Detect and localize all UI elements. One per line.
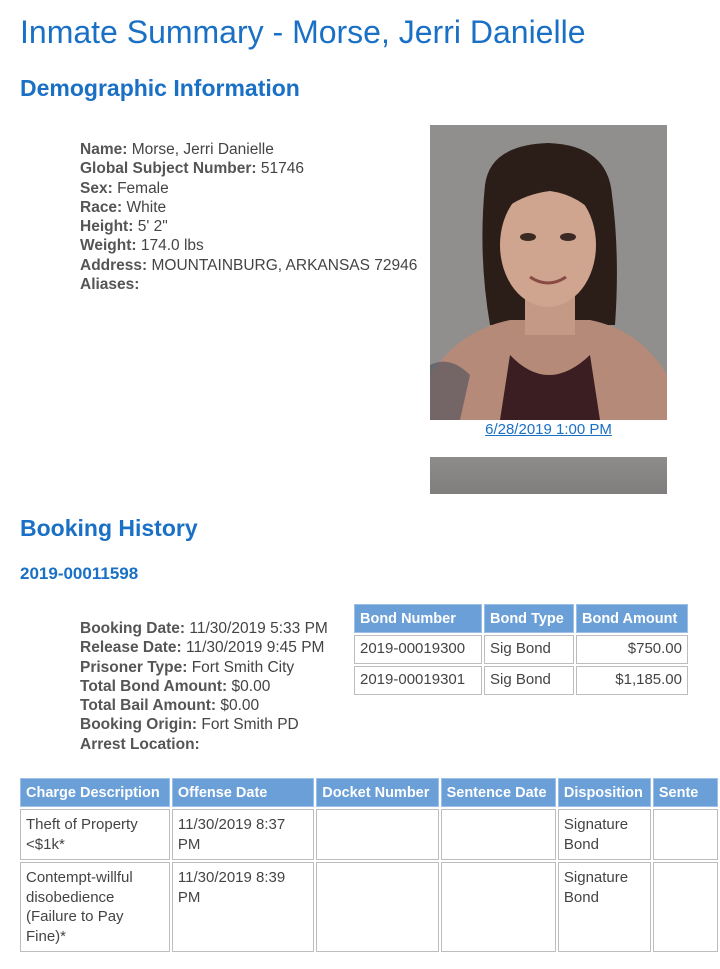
field-value: 11/30/2019 5:33 PM [189,620,328,637]
field-value: 11/30/2019 9:45 PM [185,639,325,657]
field-label: Weight: [80,237,137,255]
column-header[interactable]: Docket Number [316,778,438,807]
field-label: Name: [80,141,128,158]
mugshot-image [430,125,667,420]
field-label: Total Bail Amount: [80,697,217,715]
column-header[interactable]: Disposition [558,778,651,807]
field-label: Height: [80,218,134,236]
bond-header-row [354,604,688,633]
field-label: Release Date: [80,639,182,657]
bond-type-cell: Sig Bond [484,666,574,695]
bond-amount-cell: $750.00 [576,635,688,664]
booking-history-heading: Booking History [20,515,198,541]
booking-number: 2019-00011598 [20,564,139,583]
docket-number-cell [316,809,438,860]
field-label: Race: [80,198,123,216]
bond-number-cell: 2019-00019300 [354,635,482,664]
table-row [20,862,718,952]
sentence-cell [653,809,718,860]
disposition-cell: Signature Bond [558,862,651,952]
sentence-date-cell [441,809,556,860]
docket-number-cell [316,862,438,952]
arrest-location-row [80,735,328,754]
total-bond-row [80,677,328,696]
field-label: Booking Date: [80,620,186,637]
bond-amount-cell: $1,185.00 [576,666,688,695]
page-title: Inmate Summary - Morse, Jerri Danielle [20,14,586,50]
column-header[interactable]: Offense Date [172,778,314,807]
column-header[interactable]: Sentence Date [441,778,556,807]
release-date-row [80,638,328,657]
booking-date-row [80,619,328,638]
bond-type-cell: Sig Bond [484,635,574,664]
weight-row [80,236,417,255]
charge-description-cell: Theft of Property <$1k* [20,809,170,860]
charges-table [18,776,720,954]
field-label: Total Bond Amount: [80,677,228,695]
bond-table [352,602,690,697]
name-row [80,140,417,159]
field-label: Arrest Location: [80,735,200,753]
demographic-info [80,140,417,294]
field-label: Booking Origin: [80,716,198,734]
field-value: Fort Smith City [191,658,295,676]
field-value: Morse, Jerri Danielle [131,141,274,158]
field-value: 51746 [260,160,304,178]
mugshot-photo[interactable] [430,125,667,420]
sentence-date-cell [441,862,556,952]
column-header[interactable]: Sente [653,778,718,807]
field-value: Female [117,179,169,197]
field-value: 5' 2" [137,218,168,236]
booking-info [80,619,328,754]
demographic-heading: Demographic Information [20,75,300,101]
column-header[interactable]: Bond Amount [576,604,688,633]
aliases-row [80,275,417,294]
field-value: Fort Smith PD [201,716,299,734]
column-header[interactable]: Charge Description [20,778,170,807]
height-row [80,217,417,236]
field-value: $0.00 [220,697,260,715]
table-row [354,666,688,695]
field-label: Prisoner Type: [80,658,188,676]
total-bail-row [80,696,328,715]
booking-origin-row [80,715,328,734]
photo-date-link[interactable]: 6/28/2019 1:00 PM [485,421,612,438]
column-header[interactable]: Bond Number [354,604,482,633]
offense-date-cell: 11/30/2019 8:39 PM [172,862,314,952]
subject-number-row [80,159,417,178]
field-value: MOUNTAINBURG, ARKANSAS 72946 [151,256,418,274]
field-label: Address: [80,256,148,274]
column-header[interactable]: Bond Type [484,604,574,633]
charges-header-row [20,778,718,807]
table-row [354,635,688,664]
offense-date-cell: 11/30/2019 8:37 PM [172,809,314,860]
field-label: Sex: [80,179,113,197]
sentence-cell [653,862,718,952]
field-label: Global Subject Number: [80,160,257,178]
disposition-cell: Signature Bond [558,809,651,860]
field-label: Aliases: [80,276,140,294]
field-value: White [126,198,167,216]
prisoner-type-row [80,658,328,677]
bond-number-cell: 2019-00019301 [354,666,482,695]
table-row [20,809,718,860]
race-row [80,198,417,217]
field-value: 174.0 lbs [140,237,204,255]
photo-thumbnail[interactable] [430,457,667,494]
address-row [80,256,417,275]
field-value: $0.00 [231,677,271,695]
sex-row [80,179,417,198]
charge-description-cell: Contempt-willful disobedience (Failure to Pay Fine)* [20,862,170,952]
